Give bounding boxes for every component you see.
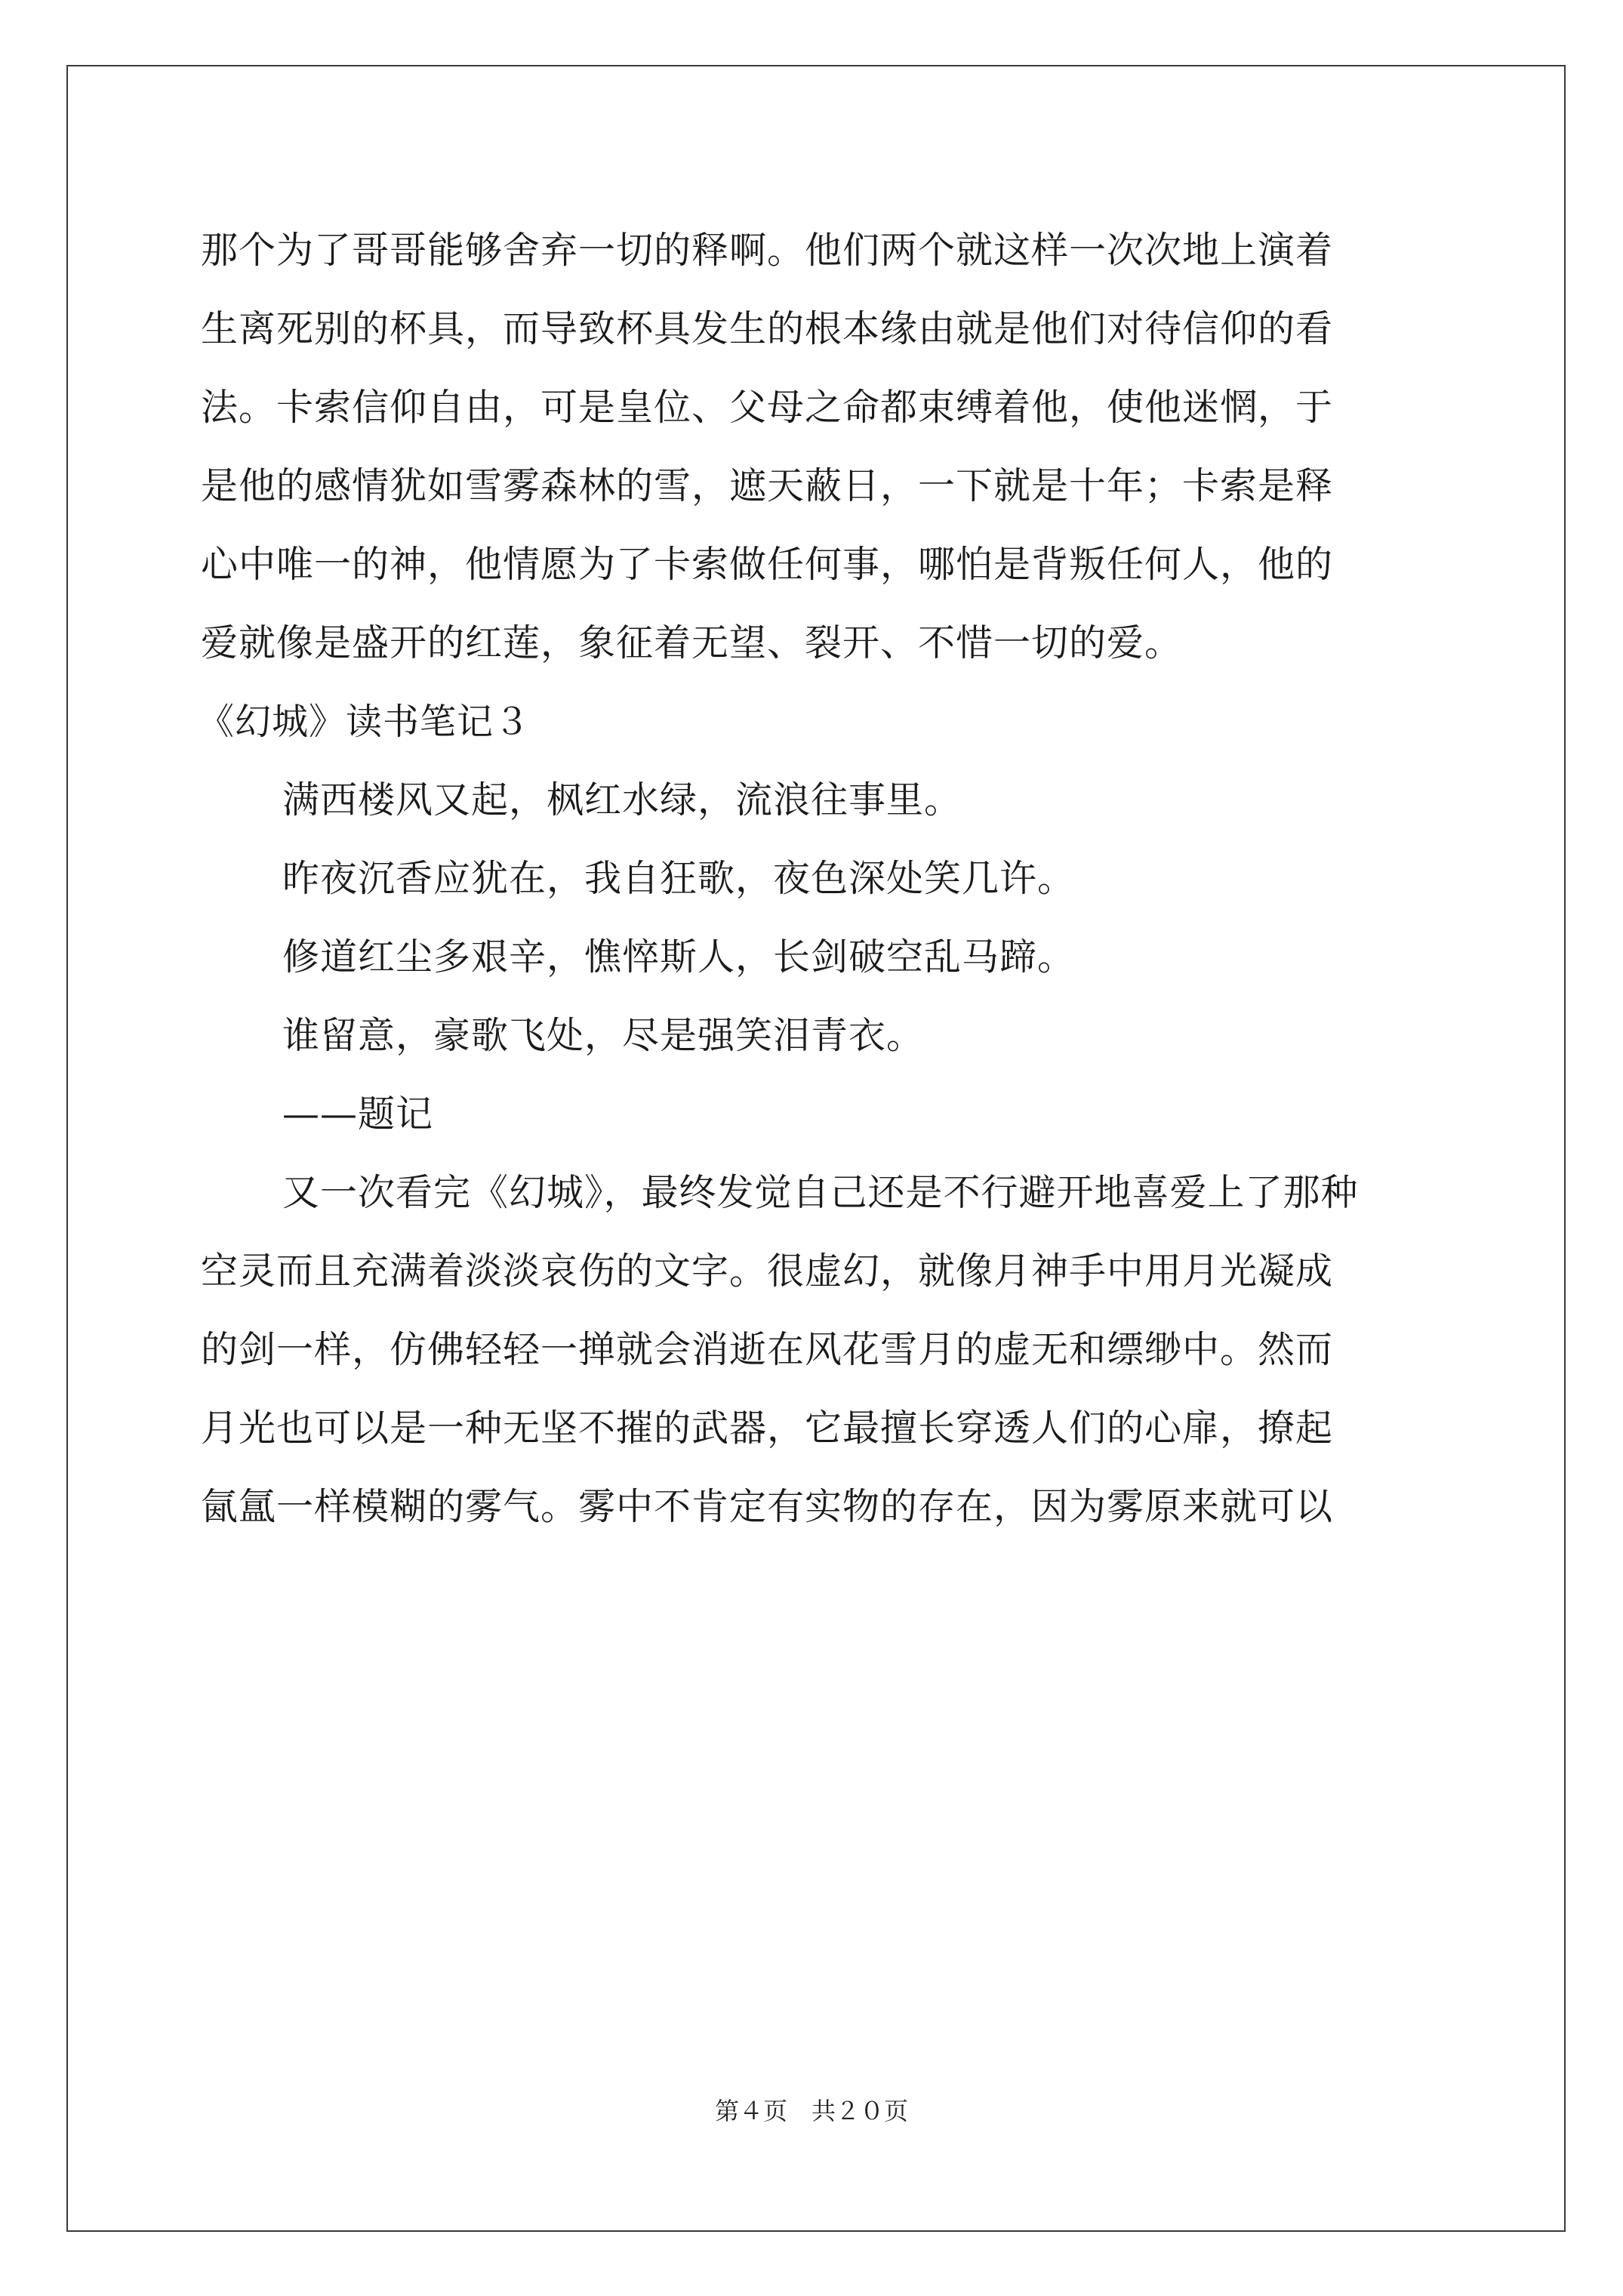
page-number-footer: 第４页 共２０页 — [714, 2097, 908, 2125]
text-line: 法。卡索信仰自由，可是皇位、父母之命都束缚着他，使他迷惘，于 — [201, 386, 1334, 429]
text-line: 那个为了哥哥能够舍弃一切的释啊。他们两个就这样一次次地上演着 — [201, 229, 1334, 272]
poem-line: 修道红尘多艰辛，憔悴斯人，长剑破空乱马蹄。 — [282, 935, 1076, 978]
text-line: 空灵而且充满着淡淡哀伤的文字。很虚幻，就像月神手中用月光凝成 — [201, 1250, 1334, 1293]
text-line: 氤氲一样模糊的雾气。雾中不肯定有实物的存在，因为雾原来就可以 — [201, 1485, 1334, 1528]
poem-line: 昨夜沉香应犹在，我自狂歌，夜色深处笑几许。 — [282, 857, 1076, 900]
text-line: 爱就像是盛开的红莲，象征着无望、裂开、不惜一切的爱。 — [201, 621, 1183, 664]
text-line: 月光也可以是一种无坚不摧的武器，它最擅长穿透人们的心扉，撩起 — [201, 1407, 1334, 1450]
text-line: 又一次看完《幻城》，最终发觉自己还是不行避开地喜爱上了那种 — [282, 1171, 1359, 1214]
section-heading: 《幻城》读书笔记３ — [198, 701, 531, 743]
text-line: 生离死别的杯具，而导致杯具发生的根本缘由就是他们对待信仰的看 — [201, 307, 1334, 350]
poem-line: 满西楼风又起，枫红水绿，流浪往事里。 — [282, 778, 962, 821]
text-line: 心中唯一的神，他情愿为了卡索做任何事，哪怕是背叛任何人，他的 — [201, 543, 1334, 586]
text-line: 是他的感情犹如雪雾森林的雪，遮天蔽日，一下就是十年；卡索是释 — [201, 464, 1334, 507]
poem-line: 谁留意，豪歌飞处，尽是强笑泪青衣。 — [282, 1014, 925, 1057]
text-line: 的剑一样，仿佛轻轻一掸就会消逝在风花雪月的虚无和缥缈中。然而 — [201, 1328, 1334, 1371]
epigraph-attribution: ——题记 — [282, 1093, 434, 1136]
